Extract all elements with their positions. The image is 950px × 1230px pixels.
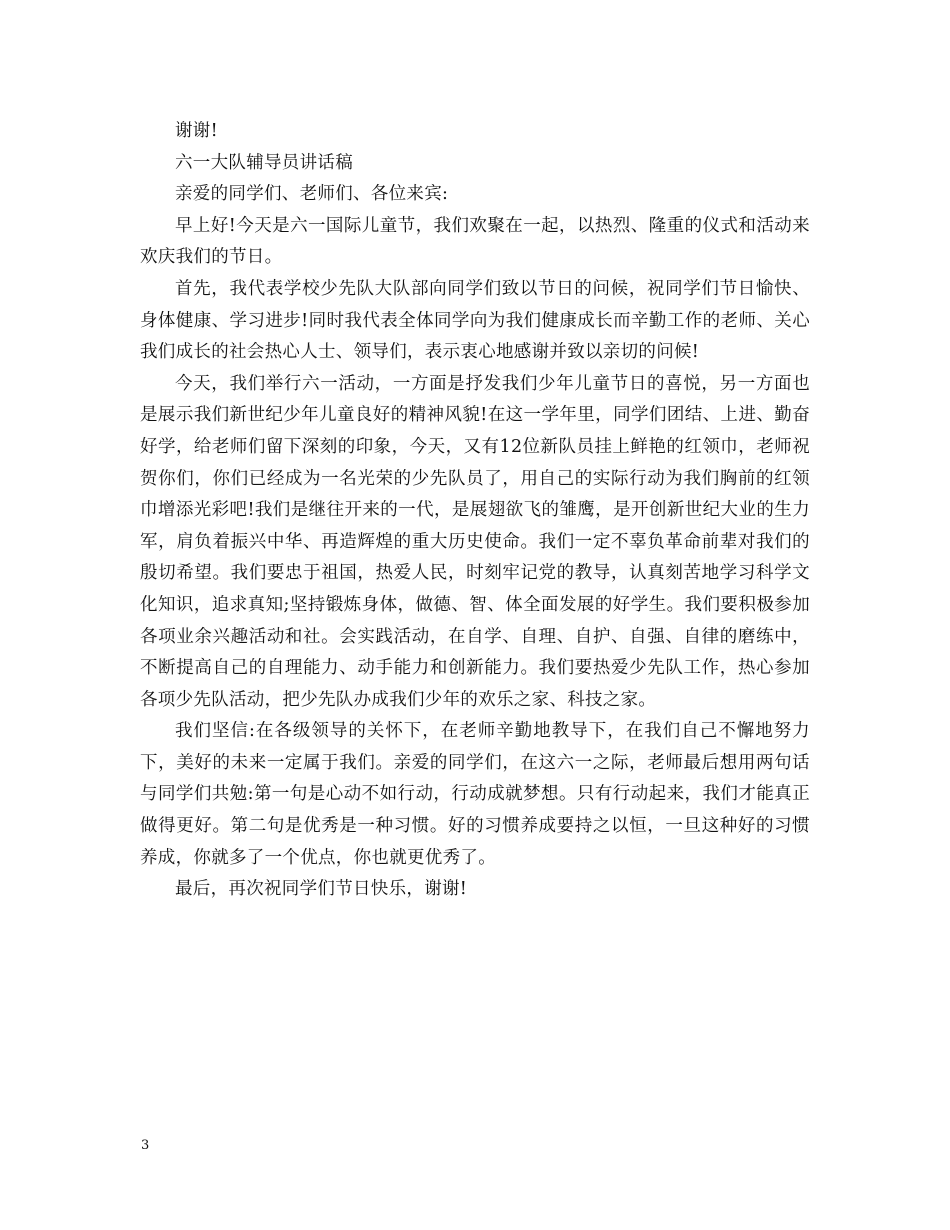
paragraph-greeting: 早上好!今天是六一国际儿童节，我们欢聚在一起，以热烈、隆重的仪式和活动来欢庆我们的节日。 [140,215,810,268]
paragraph-regards: 首先，我代表学校少先队大队部向同学们致以节日的问候，祝同学们节日愉快、身体健康、学习进步!同时我代表全体同学向为我们健康成长而辛勤工作的老师、关心我们成长的社会热心人士、领导们，表示衷心地感谢并致以亲切的问候! [140,278,810,363]
document-body [140,116,810,906]
paragraph-closing: 最后，再次祝同学们节日快乐，谢谢! [175,879,468,900]
page-number: 3 [141,1138,150,1153]
paragraph-main: 今天，我们举行六一活动，一方面是抒发我们少年儿童节日的喜悦，另一方面也是展示我们新世纪少年儿童良好的精神风貌!在这一学年里，同学们团结、上进、勤奋好学，给老师们留下深刻的印象，今天，又有12位新队员挂上鲜艳的红领巾，老师祝贺你们，你们已经成为一名光荣的少先队员了，用自己的实际行动为我们胸前的红领巾增添光彩吧!我们是继往开来的一代，是展翅欲飞的雏鹰，是开创新世纪大业的生力军，肩负着振兴中华、再造辉煌的重大历史使命。我们一定不辜负革命前辈对我们的殷切希望。我们要忠于祖国，热爱人民，时刻牢记党的教导，认真刻苦地学习科学文化知识，追求真知;坚持锻炼身体，做德、智、体全面发展的好学生。我们要积极参加各项业余兴趣活动和社。会实践活动，在自学、自理、自护、自强、自律的磨练中，不断提高自己的自理能力、动手能力和创新能力。我们要热爱少先队工作，热心参加各项少先队活动，把少先队办成我们少年的欢乐之家、科技之家。 [140,373,810,710]
closing-thanks-line: 谢谢! [175,121,218,141]
speech-title: 六一大队辅导员讲话稿 [175,152,353,173]
salutation: 亲爱的同学们、老师们、各位来宾: [175,184,449,205]
paragraph-belief: 我们坚信:在各级领导的关怀下，在老师辛勤地教导下，在我们自己不懈地努力下，美好的未来一定属于我们。亲爱的同学们，在这六一之际，老师最后想用两句话与同学们共勉:第一句是心动不如行动，行动成就梦想。只有行动起来，我们才能真正做得更好。第二句是优秀是一种习惯。好的习惯养成要持之以恒，一旦这种好的习惯养成，你就多了一个优点，你也就更优秀了。 [140,721,810,868]
